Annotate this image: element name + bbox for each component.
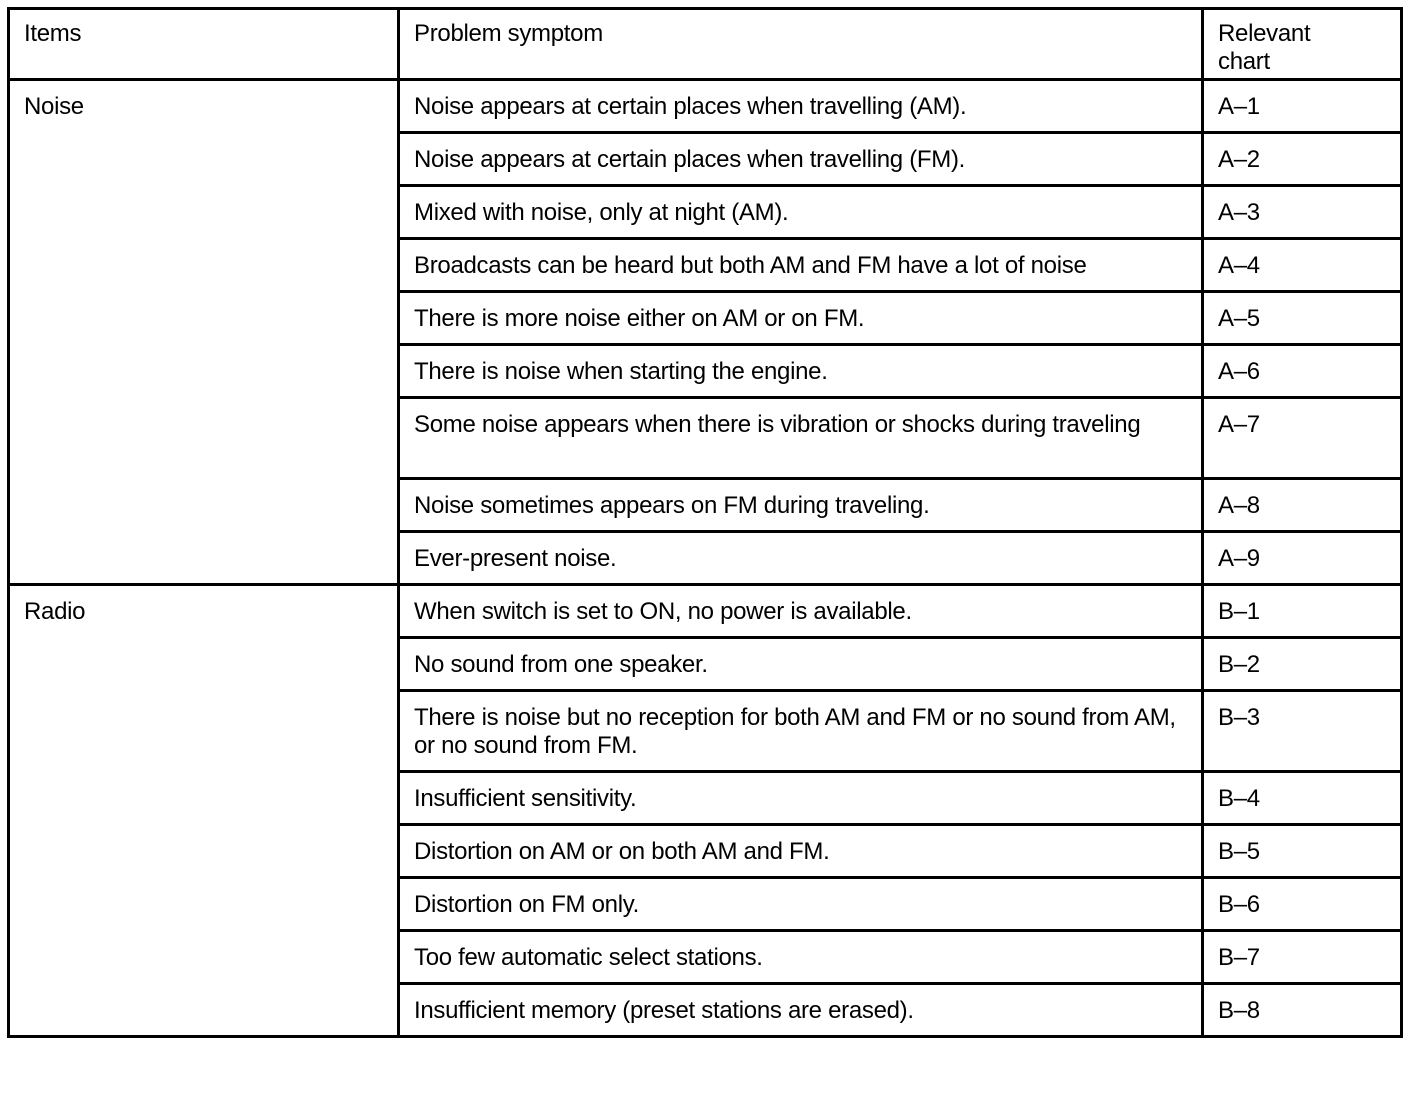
header-relevant-chart-line1: Relevant (1218, 20, 1311, 47)
symptom-cell: Some noise appears when there is vibration or shocks during traveling (399, 398, 1203, 479)
chart-ref: A–7 (1203, 398, 1402, 479)
chart-ref: A–6 (1203, 345, 1402, 398)
symptom-cell: Ever-present noise. (399, 532, 1203, 585)
troubleshooting-table (7, 7, 1403, 1038)
chart-ref: A–1 (1203, 80, 1402, 133)
symptom-cell: Distortion on FM only. (399, 878, 1203, 931)
symptom-cell: Insufficient sensitivity. (399, 772, 1203, 825)
chart-ref: B–5 (1203, 825, 1402, 878)
symptom-cell: No sound from one speaker. (399, 638, 1203, 691)
symptom-cell: Too few automatic select stations. (399, 931, 1203, 984)
item-noise: Noise (9, 80, 399, 585)
chart-ref: A–8 (1203, 479, 1402, 532)
symptom-cell: There is noise when starting the engine. (399, 345, 1203, 398)
chart-ref: B–3 (1203, 691, 1402, 772)
symptom-cell: Distortion on AM or on both AM and FM. (399, 825, 1203, 878)
symptom-cell: When switch is set to ON, no power is available. (399, 585, 1203, 638)
header-relevant-chart (1203, 9, 1402, 80)
chart-ref: B–6 (1203, 878, 1402, 931)
symptom-cell: Broadcasts can be heard but both AM and FM have a lot of noise (399, 239, 1203, 292)
header-problem-symptom: Problem symptom (399, 9, 1203, 80)
chart-ref: A–2 (1203, 133, 1402, 186)
chart-ref: A–3 (1203, 186, 1402, 239)
item-radio: Radio (9, 585, 399, 1037)
header-relevant-chart-line2: chart (1218, 48, 1270, 75)
symptom-cell: Insufficient memory (preset stations are erased). (399, 984, 1203, 1037)
chart-ref: B–4 (1203, 772, 1402, 825)
symptom-cell: Noise sometimes appears on FM during traveling. (399, 479, 1203, 532)
header-row (9, 9, 1402, 80)
table-row (9, 585, 1402, 638)
symptom-cell: Noise appears at certain places when travelling (FM). (399, 133, 1203, 186)
symptom-cell: There is more noise either on AM or on FM. (399, 292, 1203, 345)
header-items: Items (9, 9, 399, 80)
symptom-cell: Mixed with noise, only at night (AM). (399, 186, 1203, 239)
symptom-cell: Noise appears at certain places when travelling (AM). (399, 80, 1203, 133)
chart-ref: A–5 (1203, 292, 1402, 345)
table-row (9, 80, 1402, 133)
chart-ref: B–1 (1203, 585, 1402, 638)
chart-ref: B–7 (1203, 931, 1402, 984)
chart-ref: A–4 (1203, 239, 1402, 292)
chart-ref: B–2 (1203, 638, 1402, 691)
symptom-cell: There is noise but no reception for both AM and FM or no sound from AM, or no sound from FM. (399, 691, 1203, 772)
chart-ref: B–8 (1203, 984, 1402, 1037)
chart-ref: A–9 (1203, 532, 1402, 585)
